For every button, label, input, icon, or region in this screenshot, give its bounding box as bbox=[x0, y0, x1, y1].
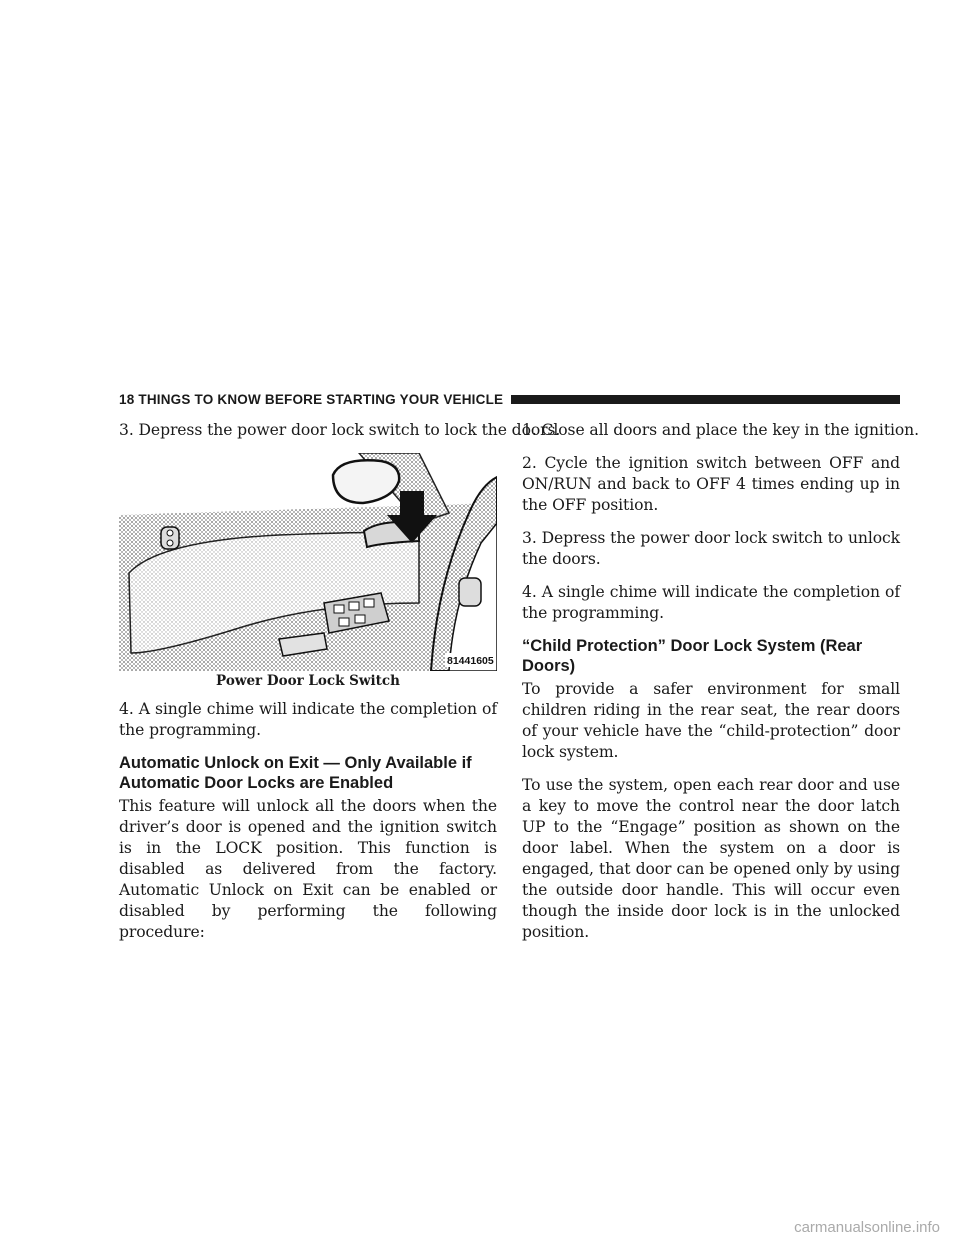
left-step-4: 4. A single chime will indicate the completion of the programming. bbox=[119, 700, 497, 739]
watermark: carmanualsonline.info bbox=[794, 1219, 940, 1236]
right-step-2: 2. Cycle the ignition switch between OFF and ON/RUN and back to OFF 4 times ending up in the OFF position. bbox=[522, 454, 900, 514]
figure-caption: Power Door Lock Switch bbox=[216, 673, 400, 689]
page-number-title: 18 THINGS TO KNOW BEFORE STARTING YOUR VEHICLE bbox=[119, 391, 504, 407]
left-paragraph: This feature will unlock all the doors when the driver’s door is opened and the ignition switch is in the LOCK position. This function is disabled as delivered from the factory. Automatic Unlock on Exit can be enabled or disabled by performing the following procedure: bbox=[119, 797, 497, 941]
right-step-3: 3. Depress the power door lock switch to unlock the doors. bbox=[522, 529, 900, 568]
left-step-3: 3. Depress the power door lock switch to lock the doors. bbox=[119, 421, 561, 439]
right-section-heading: “Child Protection” Door Lock System (Rear Doors) bbox=[522, 637, 863, 675]
left-section-heading: Automatic Unlock on Exit — Only Available if Automatic Door Locks are Enabled bbox=[119, 754, 472, 792]
figure-code: 81441605 bbox=[447, 655, 494, 667]
right-paragraph-2: To use the system, open each rear door and use a key to move the control near the door latch UP to the “Engage” position as shown on the door label. When the system on a door is engaged, that door can be opened only by using the outside door handle. This will occur even though the inside door lock is in the unlocked position. bbox=[522, 776, 900, 941]
left-column bbox=[119, 420, 561, 955]
right-column bbox=[522, 420, 919, 955]
door-panel-illustration bbox=[119, 453, 497, 671]
right-paragraph-1: To provide a safer environment for small children riding in the rear seat, the rear doors of your vehicle have the “child-protection” door lock system. bbox=[522, 680, 900, 761]
header-rule bbox=[511, 395, 900, 404]
right-step-1: 1. Close all doors and place the key in the ignition. bbox=[522, 421, 919, 439]
door-lock-figure bbox=[119, 453, 497, 671]
right-step-4: 4. A single chime will indicate the completion of the programming. bbox=[522, 583, 900, 622]
page-header bbox=[119, 388, 900, 410]
